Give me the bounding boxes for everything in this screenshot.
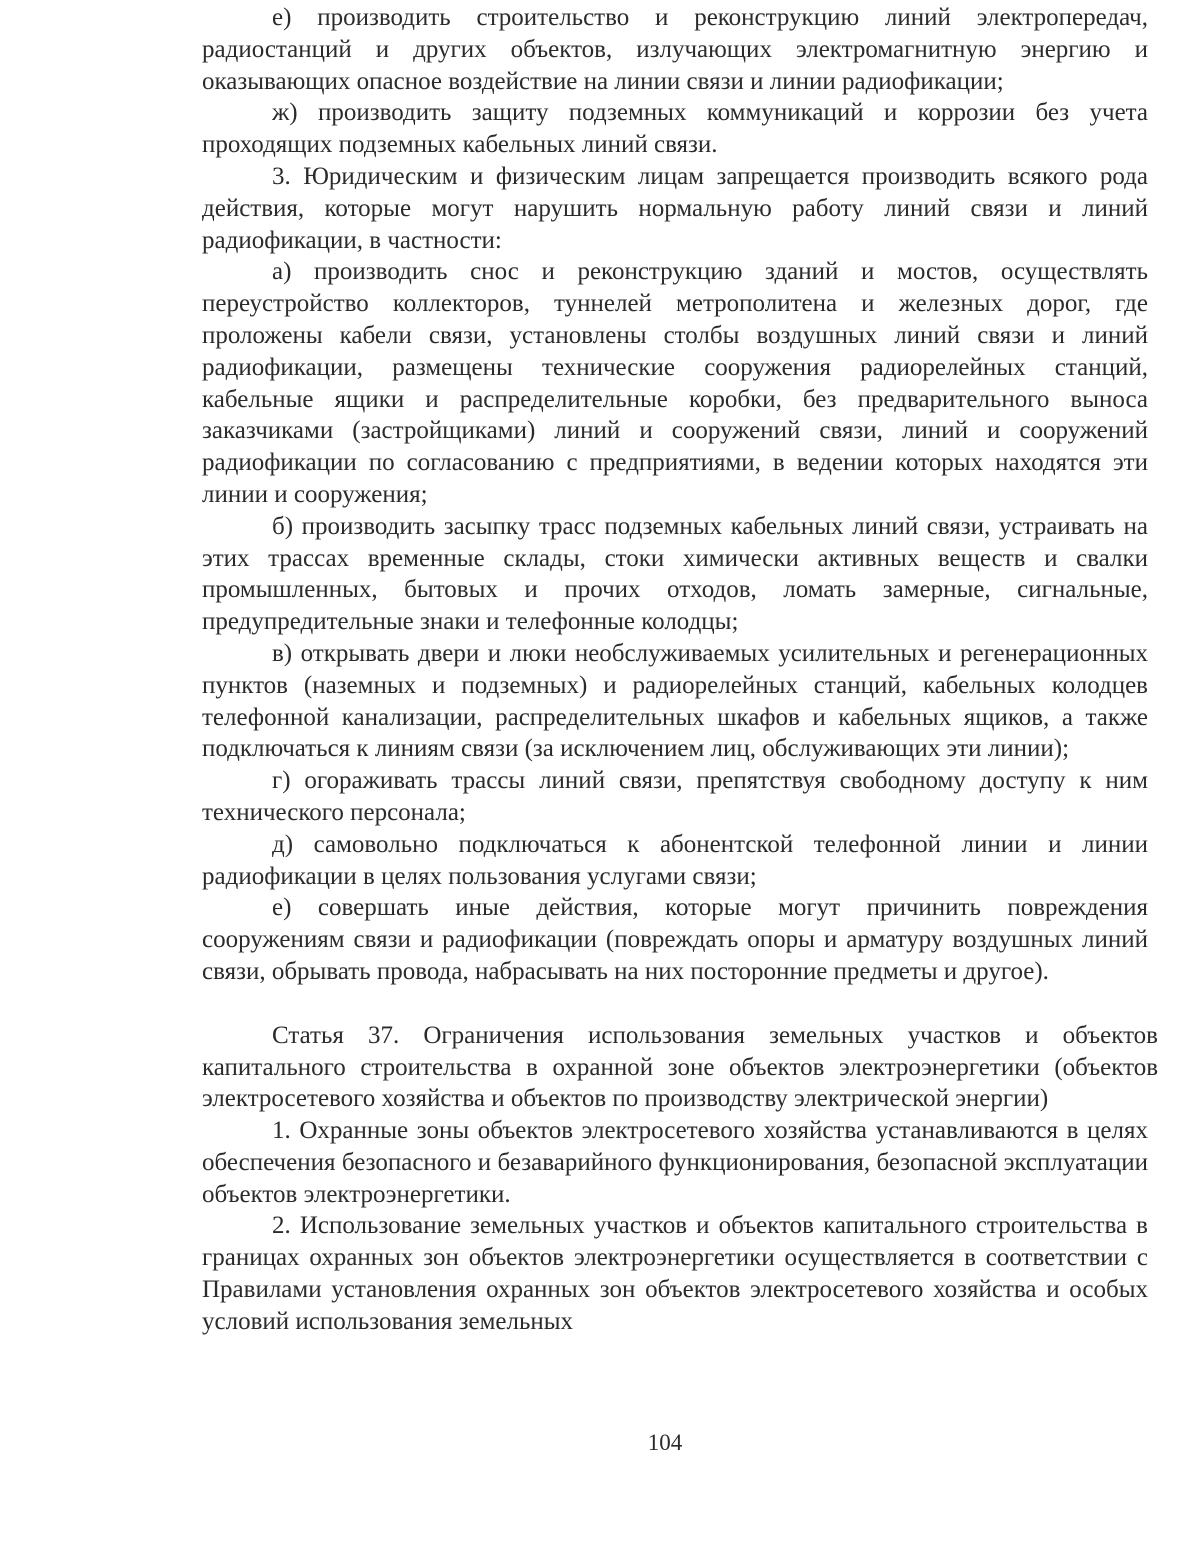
paragraph-item-v: в) открывать двери и люки необслуживаемых усилительных и регенерационных пунктов (наземных и подземных) и радиорелейных станций, кабельных колодцев телефонной канализации, распределительных шкафов и кабельных ящиков, а также подключаться к линиям связи (за исключением лиц, обслуживающих эти линии); [202,639,1148,763]
paragraph-item-d: д) самовольно подключаться к абонентской телефонной линии и линии радиофикации в целях пользования услугами связи; [202,830,1148,890]
paragraph-item-zh: ж) производить защиту подземных коммуникаций и коррозии без учета проходящих подземных кабельных линий связи. [202,99,1148,159]
paragraph-item-g: г) огораживать трассы линий связи, препятствуя свободному доступу к ним технического персонала; [202,767,1148,826]
document-body [202,2,1158,1338]
paragraph-item-a: а) производить снос и реконструкцию зданий и мостов, осуществлять переустройство коллекторов, туннелей метрополитена и железных дорог, где проложены кабели связи, установлены столбы воздушных линий связи и линий радиофикации, размещены технические сооружения радиорелейных станций, кабельные ящики и распределительные коробки, без предварительного выноса заказчиками (застройщиками) линий и сооружений связи, линий и сооружений радиофикации по согласованию с предприятиями, в ведении которых находятся эти линии и сооружения; [202,258,1148,508]
paragraph-item-e-2: е) совершать иные действия, которые могут причинить повреждения сооружениям связи и радиофикации (повреждать опоры и арматуру воздушных линий связи, обрывать провода, набрасывать на них посторонние предметы и другое). [202,894,1148,985]
paragraph-item-b: б) производить засыпку трасс подземных кабельных линий связи, устраивать на этих трассах временные склады, стоки химически активных веществ и свалки промышленных, бытовых и прочих отходов, ломать замерные, сигнальные, предупредительные знаки и телефонные колодцы; [202,512,1148,636]
article-heading: Статья 37. Ограничения использования земельных участков и объектов капитального строительства в охранной зоне объектов электроэнергетики (объектов электросетевого хозяйства и объектов по производству электрической энергии) [202,1021,1158,1113]
article-paragraph-1: 1. Охранные зоны объектов электросетевого хозяйства устанавливаются в целях обеспечения безопасного и безаварийного функционирования, безопасной эксплуатации объектов электроэнергетики. [202,1117,1148,1208]
paragraph-clause-3: 3. Юридическим и физическим лицам запрещается производить всякого рода действия, которые могут нарушить нормальную работу линий связи и линий радиофикации, в частности: [202,162,1148,254]
paragraph-item-e: е) производить строительство и реконструкцию линий электропередач, радиостанций и других объектов, излучающих электромагнитную энергию и оказывающих опасное воздействие на линии связи и линии радиофикации; [202,4,1148,95]
article-paragraph-2: 2. Использование земельных участков и объектов капитального строительства в границах охранных зон объектов электроэнергетики осуществляется в соответствии с Правилами установления охранных зон объектов электросетевого хозяйства и особых условий использования земельных [202,1212,1148,1335]
page-number: 104 [647,1430,683,1455]
